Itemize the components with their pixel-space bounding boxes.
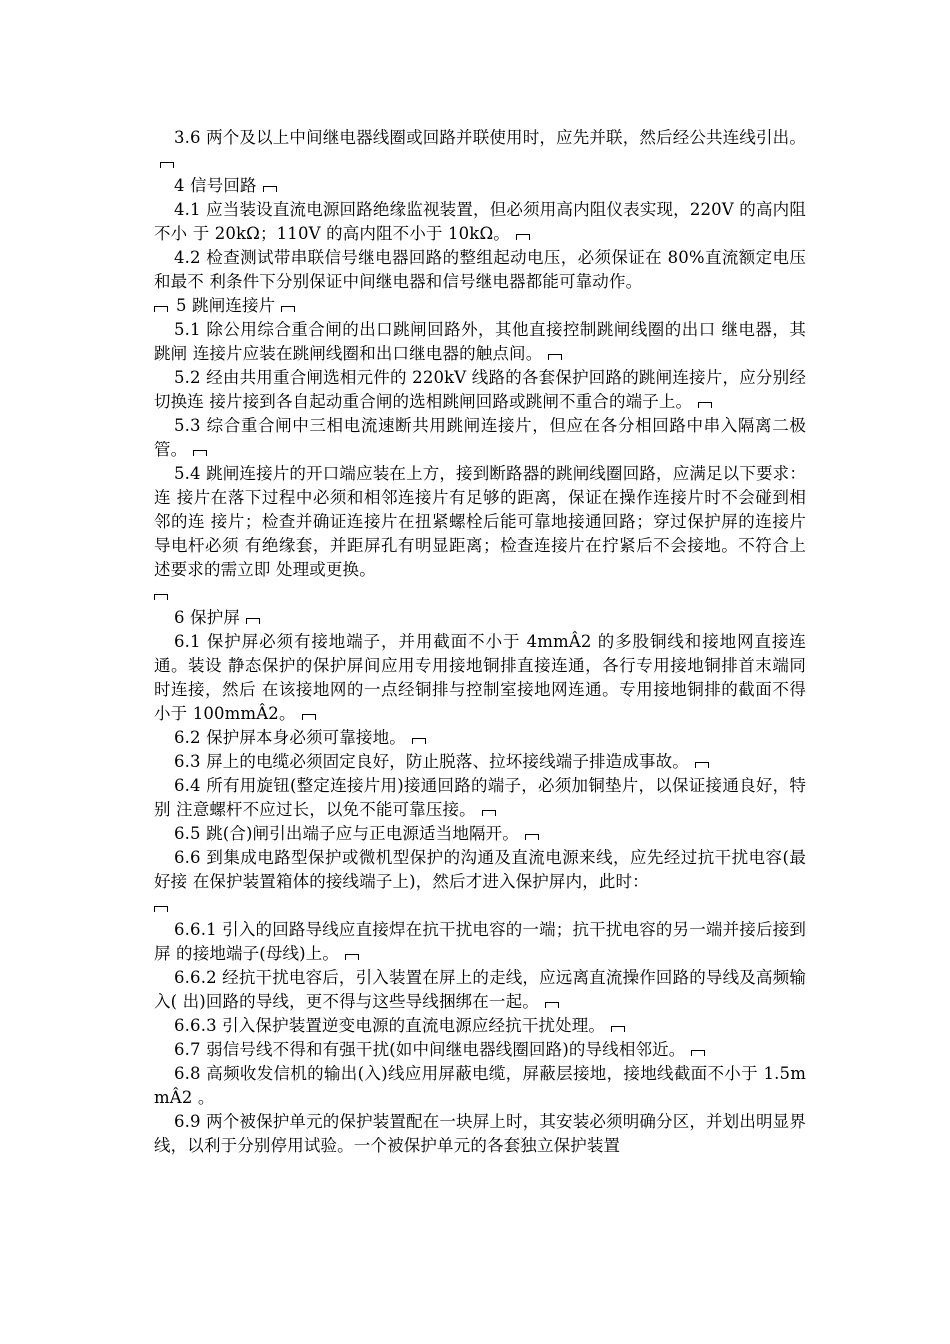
paragraph-mark-icon	[246, 617, 262, 625]
paragraph-6-8: 6.8 高频收发信机的输出(入)线应用屏蔽电缆，屏蔽层接地，接地线截面不小于 1.5mmÂ2 。	[154, 1064, 806, 1107]
paragraph-6-6: 6.6 到集成电路型保护或微机型保护的沟通及直流电源来线，应先经过抗干扰电容(最好接 在保护装置箱体的接线端子上)，然后才进入保护屏内，此时：	[154, 846, 806, 918]
paragraph-mark-icon	[545, 1001, 561, 1009]
heading-5: 5 跳闸连接片	[154, 294, 806, 318]
paragraph-mark-icon	[160, 161, 176, 169]
paragraph-mark-icon	[698, 401, 714, 409]
paragraph-mark-icon	[193, 449, 209, 457]
paragraph-mark-icon	[691, 1049, 707, 1057]
paragraph-5-4: 5.4 跳闸连接片的开口端应装在上方，接到断路器的跳闸线圈回路，应满足以下要求：连 接片在落下过程中必须和相邻连接片有足够的距离，保证在操作连接片时不会碰到相邻的连 接片；检查并确证连接片在扭紧螺栓后能可靠地接通回路；穿过保护屏的连接片导电杆必须 有绝缘套，并距屏孔有明显距离；检查连接片在拧紧后不会接地。不符合上述要求的需立即 处理或更换。	[154, 462, 806, 606]
paragraph-3-6: 3.6 两个及以上中间继电器线圈或回路并联使用时，应先并联，然后经公共连线引出。	[154, 126, 806, 174]
paragraph-mark-icon	[525, 833, 541, 841]
heading-4: 4 信号回路	[154, 174, 806, 198]
paragraph-6-6-3: 6.6.3 引入保护装置逆变电源的直流电源应经抗干扰处理。	[154, 1014, 806, 1038]
paragraph-mark-icon	[154, 905, 170, 913]
paragraph-4-1: 4.1 应当装设直流电源回路绝缘监视装置，但必须用高内阻仪表实现，220V 的高内阻不小 于 20kΩ；110V 的高内阻不小于 10kΩ。	[154, 200, 806, 243]
paragraph-mark-icon	[548, 353, 564, 361]
paragraph-4-2: 4.2 检查测试带串联信号继电器回路的整组起动电压，必须保证在 80%直流额定电压和最不 利条件下分别保证中间继电器和信号继电器都能可靠动作。	[154, 248, 806, 291]
paragraph-6-4: 6.4 所有用旋钮(整定连接片用)接通回路的端子，必须加铜垫片，以保证接通良好，特别 注意螺杆不应过长，以免不能可靠压接。	[154, 776, 806, 819]
paragraph-mark-icon	[516, 233, 532, 241]
paragraph-6-1: 6.1 保护屏必须有接地端子，并用截面不小于 4mmÂ2 的多股铜线和接地网直接连通。装设 静态保护的保护屏间应用专用接地铜排直接连通，各行专用接地铜排首末端同时连接，然后 在该接地网的一点经铜排与控制室接地网连通。专用接地铜排的截面不得小于 100mmÂ2。	[154, 632, 806, 723]
paragraph-mark-icon	[345, 953, 361, 961]
paragraph-6-6-2: 6.6.2 经抗干扰电容后，引入装置在屏上的走线，应远离直流操作回路的导线及高频输入( 出)回路的导线，更不得与这些导线捆绑在一起。	[154, 968, 806, 1011]
paragraph-5-1: 5.1 除公用综合重合闸的出口跳闸回路外，其他直接控制跳闸线圈的出口 继电器，其跳闸 连接片应装在跳闸线圈和出口继电器的触点间。	[154, 320, 806, 363]
paragraph-mark-icon	[281, 305, 297, 313]
paragraph-mark-icon	[412, 737, 428, 745]
paragraph-6-3: 6.3 屏上的电缆必须固定良好，防止脱落、拉坏接线端子排造成事故。	[154, 750, 806, 774]
paragraph-mark-icon	[302, 713, 318, 721]
paragraph-mark-icon	[154, 593, 170, 601]
paragraph-mark-icon	[611, 1025, 627, 1033]
paragraph-5-2: 5.2 经由共用重合闸选相元件的 220kV 线路的各套保护回路的跳闸连接片，应分别经切换连 接片接到各自起动重合闸的选相跳闸回路或跳闸不重合的端子上。	[154, 368, 806, 411]
heading-6: 6 保护屏	[154, 606, 806, 630]
paragraph-mark-icon	[695, 761, 711, 769]
paragraph-mark-icon	[154, 305, 170, 313]
paragraph-5-3: 5.3 综合重合闸中三相电流速断共用跳闸连接片，但应在各分相回路中串入隔离二极管。	[154, 416, 806, 459]
paragraph-mark-icon	[482, 809, 498, 817]
paragraph-mark-icon	[263, 185, 279, 193]
paragraph-6-2: 6.2 保护屏本身必须可靠接地。	[154, 726, 806, 750]
paragraph-6-6-1: 6.6.1 引入的回路导线应直接焊在抗干扰电容的一端；抗干扰电容的另一端并接后接到屏 的接地端子(母线)上。	[154, 920, 806, 963]
document-body	[154, 126, 806, 1158]
paragraph-6-5: 6.5 跳(合)闸引出端子应与正电源适当地隔开。	[154, 822, 806, 846]
paragraph-6-9: 6.9 两个被保护单元的保护装置配在一块屏上时，其安装必须明确分区，并划出明显界线，以利于分别停用试验。一个被保护单元的各套独立保护装置	[154, 1112, 806, 1155]
paragraph-6-7: 6.7 弱信号线不得和有强干扰(如中间继电器线圈回路)的导线相邻近。	[154, 1038, 806, 1062]
